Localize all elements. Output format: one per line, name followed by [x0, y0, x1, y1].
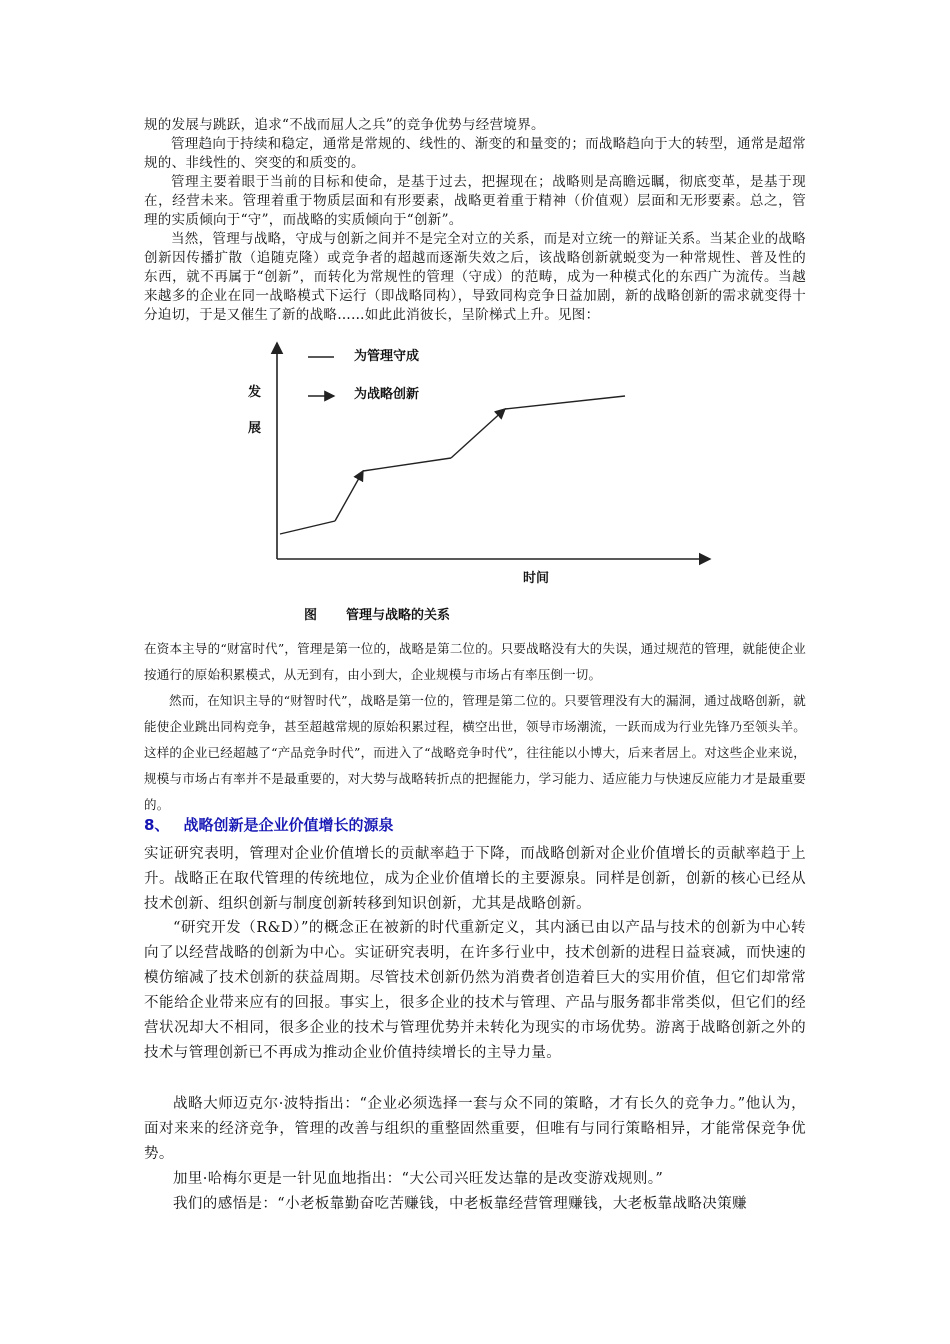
management-strategy-figure	[240, 338, 720, 630]
paragraph-continuation: 规的发展与跳跃，追求“不战而屈人之兵”的竞争优势与经营境界。	[144, 117, 545, 133]
paragraph-wisdom-era: 然而，在知识主导的“财智时代”，战略是第一位的，管理是第二位的。只要管理没有大的漏洞，通过战略创新，就能使企业跳出同构竞争，甚至超越常规的原始积累过程，横空出世，领导市场潮流，一跃而成为行业先锋乃至领头羊。这样的企业已经超越了“产品竞争时代”，而进入了“战略竞争时代”，往往能以小博大，后来者居上。对这些企业来说，规模与市场占有率并不是最重要的，对大势与战略转折点的把握能力，学习能力、适应能力与快速反应能力才是最重要的。	[144, 693, 806, 812]
legend-management-label: 为管理守成	[354, 349, 420, 364]
strategy-segment-1	[335, 471, 363, 521]
paragraph-wealth-era: 在资本主导的“财富时代”，管理是第一位的，战略是第二位的。只要战略没有大的失误，通过规范的管理，就能使企业按通行的原始积累模式，从无到有，由小到大，企业规模与市场占有率压倒一切。	[144, 641, 806, 682]
paragraph-our-insight: 我们的感悟是：“小老板靠勤奋吃苦赚钱，中老板靠经营管理赚钱，大老板靠战略决策赚	[173, 1196, 748, 1212]
paragraph-dialectic-relation: 当然，管理与战略，守成与创新之间并不是完全对立的关系，而是对立统一的辩证关系。当某企业的战略创新因传播扩散（追随克隆）或竞争者的超越而逐渐失效之后，该战略创新就蜕变为一种常规性、普及性的东西，就不再属于“创新”，而转化为常规性的管理（守成）的范畴，成为一种模式化的东西广为流传。当越来越多的企业在同一战略模式下运行（即战略同构），导致同构竞争日益加剧，新的战略创新的需求就变得十分迫切，于是又催生了新的战略……如此此消彼长，呈阶梯式上升。见图：	[144, 231, 806, 323]
strategy-segment-2	[451, 409, 505, 458]
section-title: 战略创新是企业价值增长的源泉	[183, 816, 394, 834]
section-number: 8、	[144, 816, 170, 834]
y-axis-label-1: 发	[248, 385, 262, 400]
section-heading	[144, 814, 407, 835]
y-axis-label-2: 展	[248, 421, 262, 436]
figure-caption-prefix: 图	[304, 608, 318, 623]
paragraph-management-vs-strategy-focus: 管理主要着眼于当前的目标和使命，是基于过去，把握现在；战略则是高瞻远瞩，彻底变革，是基于现在，经营未来。管理着重于物质层面和有形要素，战略更着重于精神（价值观）层面和无形要素。总之，管理的实质倾向于“守”，而战略的实质倾向于“创新”。	[144, 174, 806, 228]
management-segment-1	[280, 521, 335, 534]
paragraph-empirical-research: 实证研究表明，管理对企业价值增长的贡献率趋于下降，而战略创新对企业价值增长的贡献率趋于上升。战略正在取代管理的传统地位，成为企业价值增长的主要源泉。同样是创新，创新的核心已经从技术创新、组织创新与制度创新转移到知识创新，尤其是战略创新。	[144, 846, 806, 912]
management-segment-3	[505, 396, 625, 409]
legend-strategy-label: 为战略创新	[354, 387, 420, 402]
paragraph-porter-quote: 战略大师迈克尔·波特指出：“企业必须选择一套与众不同的策略，才有长久的竞争力。”他认为，面对来来的经济竞争，管理的改善与组织的重整固然重要，但唯有与同行策略相异，才能常保竞争优势。	[144, 1096, 806, 1162]
paragraph-management-vs-strategy-change: 管理趋向于持续和稳定，通常是常规的、线性的、渐变的和量变的；而战略趋向于大的转型，通常是超常规的、非线性的、突变的和质变的。	[144, 136, 806, 171]
x-axis-label: 时间	[523, 571, 550, 586]
paragraph-hamel-quote: 加里·哈梅尔更是一针见血地指出：“大公司兴旺发达靠的是改变游戏规则。”	[173, 1171, 664, 1187]
paragraph-rd-redefined: “研究开发（R&D）”的概念正在被新的时代重新定义，其内涵已由以产品与技术的创新为中心转向了以经营战略的创新为中心。实证研究表明，在许多行业中，技术创新的进程日益衰减，而快速的模仿缩减了技术创新的获益周期。尽管技术创新仍然为消费者创造着巨大的实用价值，但它们却常常不能给企业带来应有的回报。事实上，很多企业的技术与管理、产品与服务都非常类似，但它们的经营状况却大不相同，很多企业的技术与管理优势并未转化为现实的市场优势。游离于战略创新之外的技术与管理创新已不再成为推动企业价值持续增长的主导力量。	[144, 920, 806, 1061]
management-segment-2	[363, 458, 451, 471]
figure-caption: 管理与战略的关系	[346, 608, 451, 623]
